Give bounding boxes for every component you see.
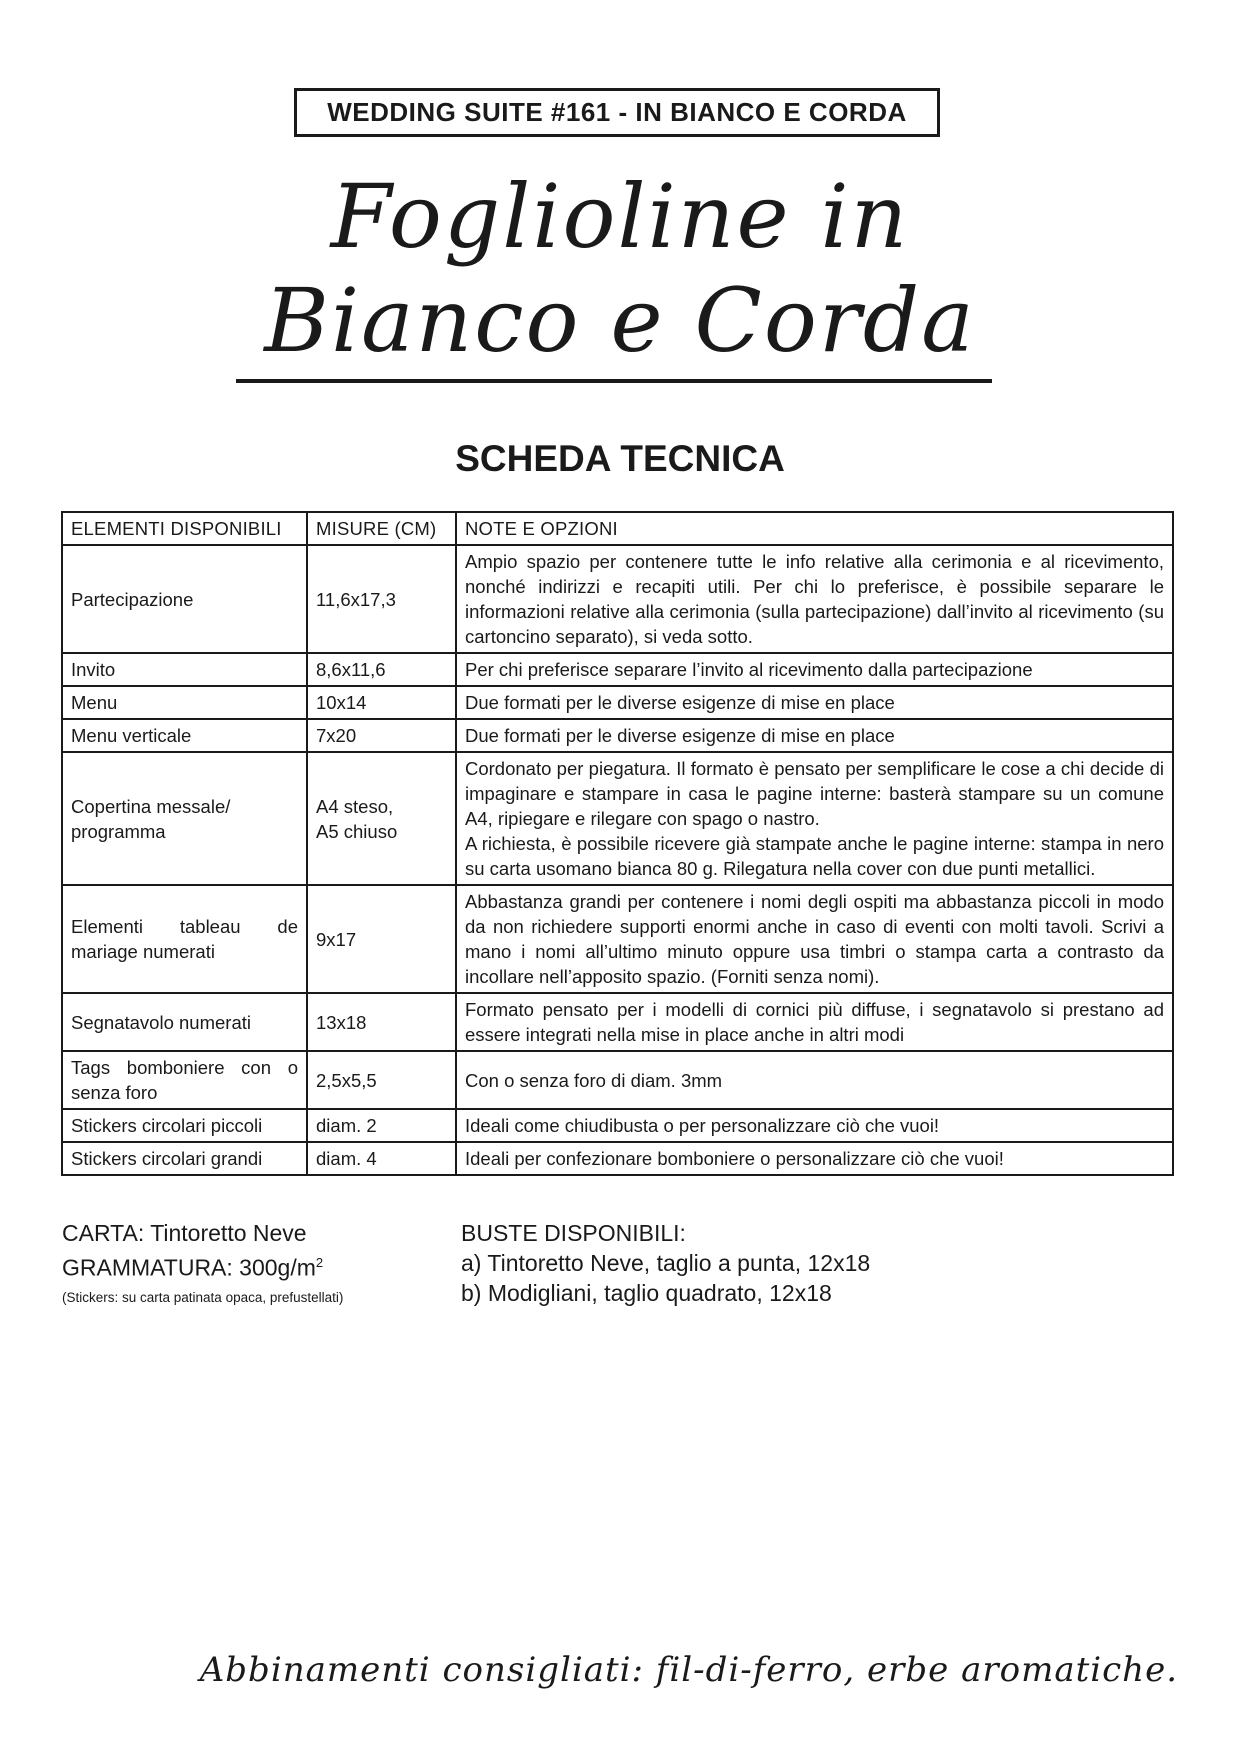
element-cell: Menu bbox=[62, 686, 307, 719]
element-cell: Partecipazione bbox=[62, 545, 307, 653]
notes-cell: Formato pensato per i modelli di cornici più diffuse, i segnatavolo si prestano ad essere integrati nella mise in place anche in altri modi bbox=[456, 993, 1173, 1051]
footer-suggestion: Abbinamenti consigliati: fil-di-ferro, erbe aromatiche. bbox=[199, 1650, 1178, 1690]
stickers-note: (Stickers: su carta patinata opaca, prefustellati) bbox=[62, 1289, 344, 1305]
size-cell-line: A5 chiuso bbox=[316, 820, 398, 842]
table-row bbox=[62, 752, 1173, 885]
column-header: NOTE E OPZIONI bbox=[456, 512, 1173, 545]
notes-cell: Con o senza foro di diam. 3mm bbox=[456, 1051, 1173, 1109]
paper-weight-exponent: 2 bbox=[315, 1255, 324, 1270]
size-cell: diam. 4 bbox=[307, 1142, 456, 1175]
size-cell: 8,6x11,6 bbox=[307, 653, 456, 686]
size-cell: 9x17 bbox=[307, 885, 456, 993]
spec-table bbox=[61, 511, 1174, 1176]
suite-label: WEDDING SUITE #161 - IN BIANCO E CORDA bbox=[327, 97, 907, 127]
suite-label-box bbox=[294, 88, 940, 137]
notes-cell: Ideali come chiudibusta o per personalizzare ciò che vuoi! bbox=[456, 1109, 1173, 1142]
table-row bbox=[62, 1051, 1173, 1109]
element-cell: Menu verticale bbox=[62, 719, 307, 752]
size-cell: 13x18 bbox=[307, 993, 456, 1051]
paper-weight bbox=[62, 1248, 343, 1283]
table-row bbox=[62, 653, 1173, 686]
notes-cell: Due formati per le diverse esigenze di mise en place bbox=[456, 686, 1173, 719]
table-header-row bbox=[62, 512, 1173, 545]
element-cell: Tags bomboniere con o senza foro bbox=[62, 1051, 307, 1109]
notes-cell: Per chi preferisce separare l’invito al ricevimento dalla partecipazione bbox=[456, 653, 1173, 686]
size-cell: 10x14 bbox=[307, 686, 456, 719]
size-cell bbox=[307, 752, 456, 885]
notes-paragraph: Cordonato per piegatura. Il formato è pensato per semplificare le cose a chi decide di impaginare e stampare in casa le pagine interne: basterà stampare su un comune A4, ripiegare e rilegare con spago o nastro. bbox=[465, 758, 1164, 829]
table-row bbox=[62, 1109, 1173, 1142]
size-cell: 11,6x17,3 bbox=[307, 545, 456, 653]
paper-info bbox=[62, 1218, 343, 1309]
table-row bbox=[62, 686, 1173, 719]
script-title bbox=[200, 165, 1040, 373]
element-cell bbox=[62, 752, 307, 885]
section-title: SCHEDA TECNICA bbox=[455, 438, 785, 479]
element-cell: Stickers circolari grandi bbox=[62, 1142, 307, 1175]
title-line-1: Foglioline in bbox=[330, 165, 910, 268]
table-row bbox=[62, 545, 1173, 653]
notes-cell: Abbastanza grandi per contenere i nomi degli ospiti ma abbastanza piccoli in modo da non richiedere supporti enormi anche in caso di eventi con molti tavoli. Scrivi a mano i nomi all’ultimo minuto oppure usa timbri o stampa carta a contrasto da incollare nell’apposito spazio. (Forniti senza nomi). bbox=[456, 885, 1173, 993]
notes-cell: Due formati per le diverse esigenze di mise en place bbox=[456, 719, 1173, 752]
table-row bbox=[62, 885, 1173, 993]
notes-paragraph: A richiesta, è possibile ricevere già stampate anche le pagine interne: stampa in nero su carta usomano bianca 80 g. Rilegatura nella cover con due punti metallici. bbox=[465, 833, 1164, 879]
size-cell: 7x20 bbox=[307, 719, 456, 752]
envelopes-title: BUSTE DISPONIBILI: bbox=[461, 1220, 686, 1246]
envelopes-info bbox=[461, 1218, 870, 1308]
notes-cell: Ideali per confezionare bomboniere o personalizzare ciò che vuoi! bbox=[456, 1142, 1173, 1175]
table-row bbox=[62, 993, 1173, 1051]
element-cell: Segnatavolo numerati bbox=[62, 993, 307, 1051]
size-cell: 2,5x5,5 bbox=[307, 1051, 456, 1109]
element-cell: Stickers circolari piccoli bbox=[62, 1109, 307, 1142]
envelope-option-a: a) Tintoretto Neve, taglio a punta, 12x18 bbox=[461, 1250, 871, 1276]
title-line-2: Bianco e Corda bbox=[264, 269, 976, 372]
table-row bbox=[62, 719, 1173, 752]
size-cell-line: A4 steso, bbox=[316, 795, 394, 817]
paper-type: CARTA: Tintoretto Neve bbox=[62, 1220, 307, 1246]
column-header: MISURE (CM) bbox=[307, 512, 456, 545]
envelope-option-b: b) Modigliani, taglio quadrato, 12x18 bbox=[461, 1280, 832, 1306]
element-cell-line: programma bbox=[71, 820, 166, 842]
column-header: ELEMENTI DISPONIBILI bbox=[62, 512, 307, 545]
notes-cell bbox=[456, 752, 1173, 885]
element-cell: Elementi tableau de mariage numerati bbox=[62, 885, 307, 993]
element-cell: Invito bbox=[62, 653, 307, 686]
title-divider bbox=[236, 379, 992, 383]
table-row bbox=[62, 1142, 1173, 1175]
notes-cell: Ampio spazio per contenere tutte le info relative alla cerimonia e al ricevimento, nonché indirizzi e recapiti utili. Per chi lo preferisce, è possibile separare le informazioni relative alla cerimonia (sulla partecipazione) dall’invito al ricevimento (su cartoncino separato), si veda sotto. bbox=[456, 545, 1173, 653]
size-cell: diam. 2 bbox=[307, 1109, 456, 1142]
paper-weight-label: GRAMMATURA: 300g/m bbox=[62, 1254, 316, 1281]
element-cell-line: Copertina messale/ bbox=[71, 795, 231, 817]
